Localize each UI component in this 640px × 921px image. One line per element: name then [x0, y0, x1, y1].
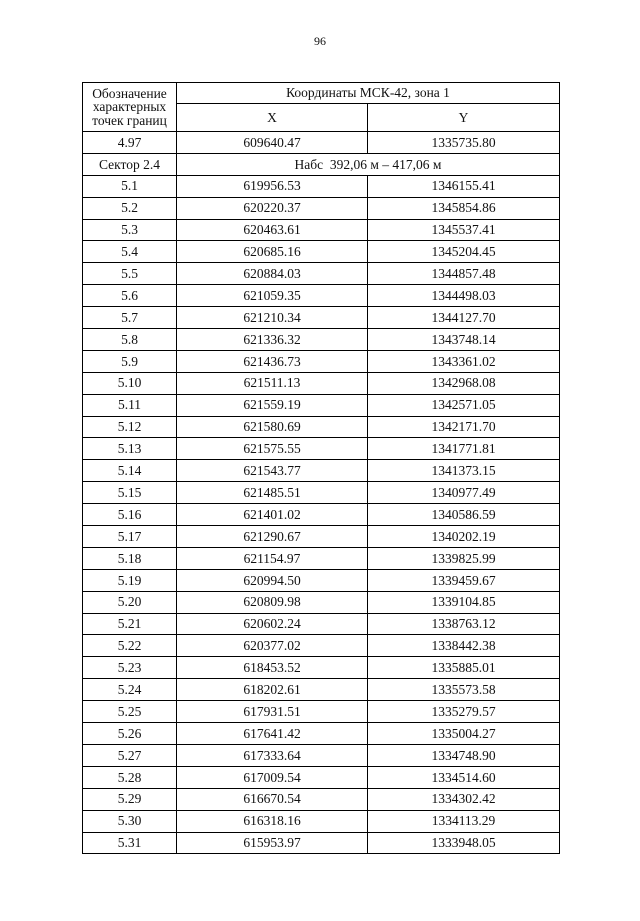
table-row	[83, 547, 560, 569]
y-coordinate-cell: 1342171.70	[368, 416, 560, 438]
table-row	[83, 175, 560, 197]
y-coordinate-cell: 1342968.08	[368, 372, 560, 394]
x-coordinate-cell: 617931.51	[177, 701, 368, 723]
sector-label-cell: Сектор 2.4	[83, 153, 177, 175]
table-row	[83, 591, 560, 613]
x-coordinate-cell: 621401.02	[177, 504, 368, 526]
x-coordinate-cell: 621511.13	[177, 372, 368, 394]
point-id-cell: 5.15	[83, 482, 177, 504]
y-coordinate-cell: 1334514.60	[368, 766, 560, 788]
point-id-cell: 5.4	[83, 241, 177, 263]
table-header-row	[83, 83, 560, 104]
point-id-cell: 5.18	[83, 547, 177, 569]
page-number: 96	[314, 34, 326, 48]
x-coordinate-cell: 620377.02	[177, 635, 368, 657]
x-coordinate-cell: 621559.19	[177, 394, 368, 416]
y-coordinate-cell: 1338763.12	[368, 613, 560, 635]
y-coordinate-cell: 1334113.29	[368, 810, 560, 832]
y-coordinate-cell: 1339825.99	[368, 547, 560, 569]
y-coordinate-cell: 1345854.86	[368, 197, 560, 219]
y-coordinate-cell: 1340586.59	[368, 504, 560, 526]
point-id-cell: 5.9	[83, 350, 177, 372]
point-id-cell: 5.30	[83, 810, 177, 832]
point-id-cell: 5.25	[83, 701, 177, 723]
y-coordinate-cell: 1339104.85	[368, 591, 560, 613]
table-row	[83, 438, 560, 460]
table-row	[83, 482, 560, 504]
point-id-cell: 5.27	[83, 744, 177, 766]
point-id-cell: 5.13	[83, 438, 177, 460]
point-id-cell: 5.3	[83, 219, 177, 241]
point-id-cell: 5.17	[83, 526, 177, 548]
table-row	[83, 460, 560, 482]
y-coordinate-cell: 1340202.19	[368, 526, 560, 548]
y-coordinate-cell: 1335885.01	[368, 657, 560, 679]
point-id-cell: 5.11	[83, 394, 177, 416]
point-id-cell: 5.20	[83, 591, 177, 613]
x-coordinate-cell: 620884.03	[177, 263, 368, 285]
y-coordinate-cell: 1341373.15	[368, 460, 560, 482]
point-id-cell: 5.29	[83, 788, 177, 810]
x-coordinate-cell: 621485.51	[177, 482, 368, 504]
designation-header-line1: Обозначение	[92, 85, 167, 101]
table-row	[83, 744, 560, 766]
point-id-cell: 5.22	[83, 635, 177, 657]
y-coordinate-cell: 1335573.58	[368, 679, 560, 701]
table-row	[83, 810, 560, 832]
x-coordinate-cell: 621210.34	[177, 307, 368, 329]
x-coordinate-cell: 621580.69	[177, 416, 368, 438]
y-coordinate-cell: 1344857.48	[368, 263, 560, 285]
point-id-cell: 4.97	[83, 132, 177, 154]
point-id-cell: 5.21	[83, 613, 177, 635]
point-id-cell: 5.2	[83, 197, 177, 219]
point-id-cell: 5.14	[83, 460, 177, 482]
point-id-cell: 5.28	[83, 766, 177, 788]
table-row	[83, 679, 560, 701]
designation-header	[83, 83, 177, 132]
x-coordinate-cell: 621543.77	[177, 460, 368, 482]
y-coordinate-cell: 1335004.27	[368, 723, 560, 745]
y-column-header: Y	[368, 104, 560, 132]
point-id-cell: 5.31	[83, 832, 177, 854]
x-coordinate-cell: 616318.16	[177, 810, 368, 832]
x-coordinate-cell: 621154.97	[177, 547, 368, 569]
x-coordinate-cell: 620685.16	[177, 241, 368, 263]
y-coordinate-cell: 1344127.70	[368, 307, 560, 329]
table-row	[83, 832, 560, 854]
x-coordinate-cell: 620463.61	[177, 219, 368, 241]
table-row	[83, 263, 560, 285]
table-row	[83, 526, 560, 548]
table-row	[83, 197, 560, 219]
point-id-cell: 5.26	[83, 723, 177, 745]
point-id-cell: 5.1	[83, 175, 177, 197]
table-row	[83, 613, 560, 635]
x-coordinate-cell: 621290.67	[177, 526, 368, 548]
coordinates-table	[82, 82, 560, 854]
y-coordinate-cell: 1334748.90	[368, 744, 560, 766]
y-coordinate-cell: 1346155.41	[368, 175, 560, 197]
table-row	[83, 329, 560, 351]
x-coordinate-cell: 620220.37	[177, 197, 368, 219]
point-id-cell: 5.23	[83, 657, 177, 679]
x-coordinate-cell: 621336.32	[177, 329, 368, 351]
table-row	[83, 285, 560, 307]
y-coordinate-cell: 1345204.45	[368, 241, 560, 263]
y-coordinate-cell: 1341771.81	[368, 438, 560, 460]
table-row	[83, 219, 560, 241]
y-coordinate-cell: 1338442.38	[368, 635, 560, 657]
table-row	[83, 657, 560, 679]
x-coordinate-cell: 621575.55	[177, 438, 368, 460]
point-id-cell: 5.16	[83, 504, 177, 526]
x-coordinate-cell: 621059.35	[177, 285, 368, 307]
y-coordinate-cell: 1339459.67	[368, 569, 560, 591]
table-row	[83, 569, 560, 591]
table-row	[83, 350, 560, 372]
x-coordinate-cell: 616670.54	[177, 788, 368, 810]
sector-range-cell: Набс 392,06 м – 417,06 м	[177, 153, 560, 175]
point-id-cell: 5.19	[83, 569, 177, 591]
point-id-cell: 5.24	[83, 679, 177, 701]
table-row	[83, 132, 560, 154]
designation-header-line3: точек границ	[92, 112, 167, 128]
table-row	[83, 766, 560, 788]
x-coordinate-cell: 609640.47	[177, 132, 368, 154]
x-coordinate-cell: 617641.42	[177, 723, 368, 745]
table-row	[83, 504, 560, 526]
point-id-cell: 5.5	[83, 263, 177, 285]
x-coordinate-cell: 618453.52	[177, 657, 368, 679]
coordinates-header: Координаты МСК-42, зона 1	[177, 83, 560, 104]
x-coordinate-cell: 621436.73	[177, 350, 368, 372]
x-coordinate-cell: 617009.54	[177, 766, 368, 788]
y-coordinate-cell: 1333948.05	[368, 832, 560, 854]
table-row	[83, 307, 560, 329]
y-coordinate-cell: 1343748.14	[368, 329, 560, 351]
y-coordinate-cell: 1340977.49	[368, 482, 560, 504]
table-row	[83, 788, 560, 810]
x-coordinate-cell: 620994.50	[177, 569, 368, 591]
point-id-cell: 5.6	[83, 285, 177, 307]
table-row	[83, 372, 560, 394]
y-coordinate-cell: 1343361.02	[368, 350, 560, 372]
sector-row	[83, 153, 560, 175]
table-row	[83, 723, 560, 745]
point-id-cell: 5.7	[83, 307, 177, 329]
y-coordinate-cell: 1342571.05	[368, 394, 560, 416]
table-row	[83, 241, 560, 263]
x-column-header: X	[177, 104, 368, 132]
x-coordinate-cell: 618202.61	[177, 679, 368, 701]
x-coordinate-cell: 619956.53	[177, 175, 368, 197]
point-id-cell: 5.10	[83, 372, 177, 394]
y-coordinate-cell: 1344498.03	[368, 285, 560, 307]
point-id-cell: 5.8	[83, 329, 177, 351]
y-coordinate-cell: 1335279.57	[368, 701, 560, 723]
x-coordinate-cell: 620809.98	[177, 591, 368, 613]
table-row	[83, 416, 560, 438]
x-coordinate-cell: 615953.97	[177, 832, 368, 854]
y-coordinate-cell: 1334302.42	[368, 788, 560, 810]
point-id-cell: 5.12	[83, 416, 177, 438]
table-row	[83, 701, 560, 723]
table-row	[83, 635, 560, 657]
designation-header-line2: характерных	[92, 99, 167, 115]
table-row	[83, 394, 560, 416]
x-coordinate-cell: 617333.64	[177, 744, 368, 766]
y-coordinate-cell: 1335735.80	[368, 132, 560, 154]
y-coordinate-cell: 1345537.41	[368, 219, 560, 241]
x-coordinate-cell: 620602.24	[177, 613, 368, 635]
